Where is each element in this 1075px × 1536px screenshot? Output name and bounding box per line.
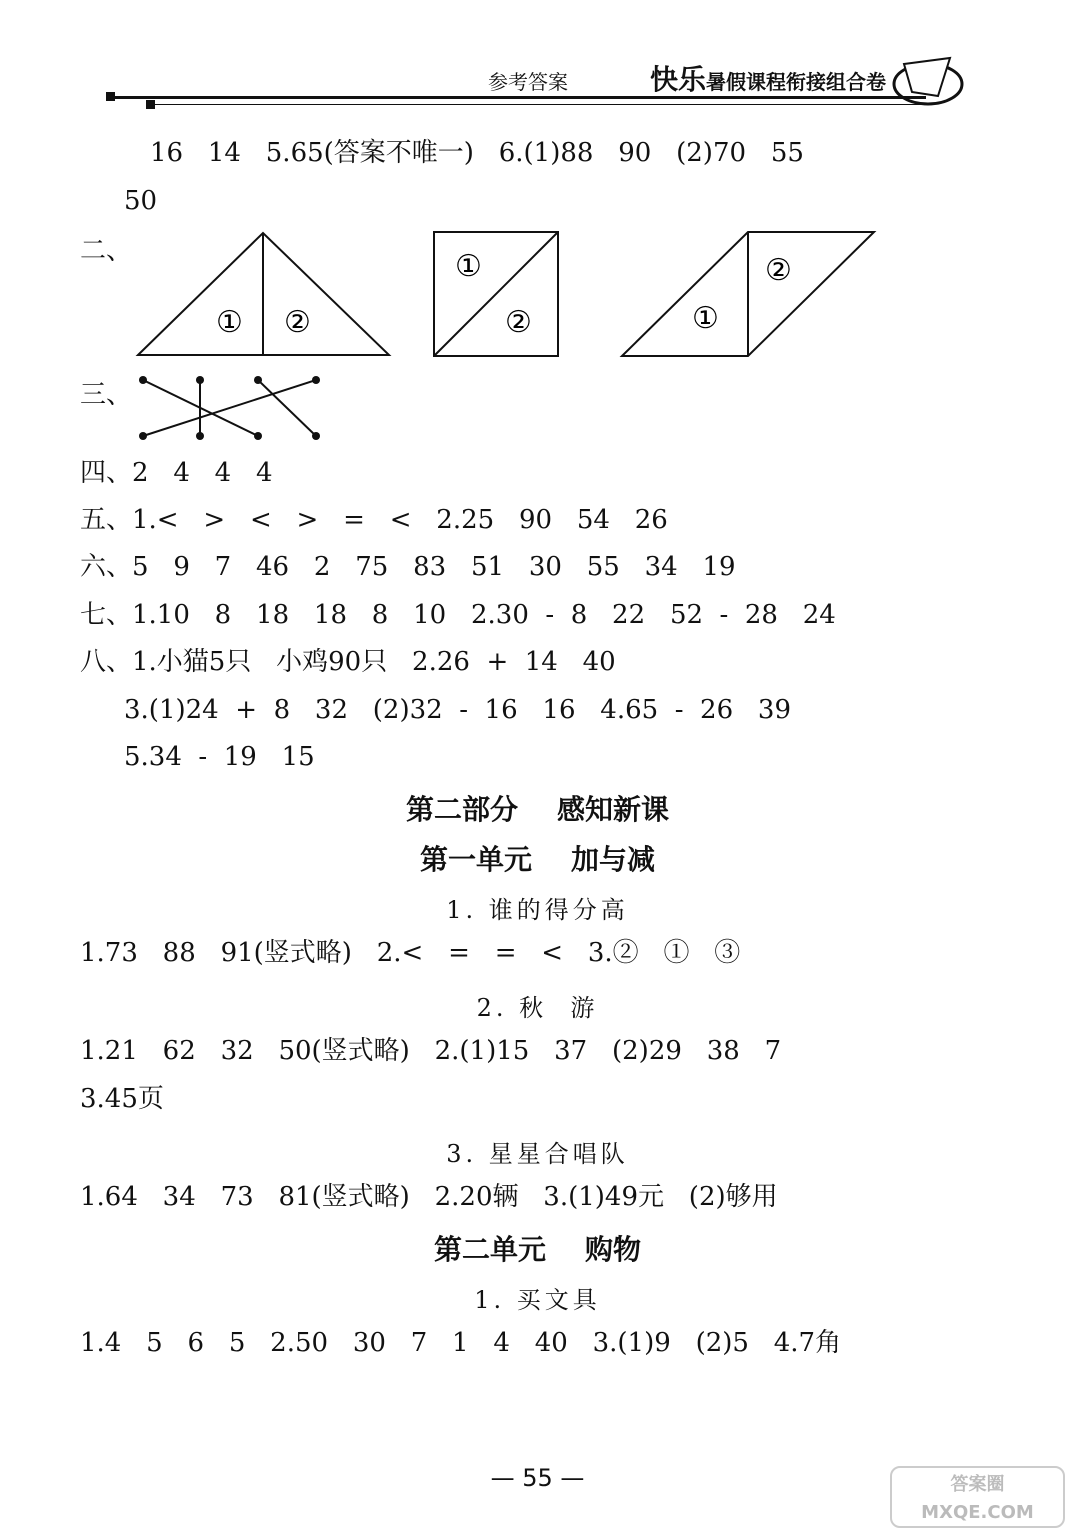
answer-line: 16 14 5.65(答案不唯一) 6.(1)88 90 (2)70 55 bbox=[150, 138, 804, 168]
lesson-title: 3. 星星合唱队 bbox=[446, 1140, 629, 1168]
header-brand: 快乐 bbox=[650, 63, 707, 96]
square-divider bbox=[434, 232, 558, 356]
header-book-title: 暑假课程衔接组合卷 bbox=[706, 70, 886, 94]
answer-line: 1.73 88 91(竖式略) 2.< = = < 3.② ① ③ bbox=[80, 938, 741, 968]
lesson-title: 1. 谁的得分高 bbox=[446, 896, 629, 924]
watermark-logo: 答案圈 MXQE.COM bbox=[890, 1466, 1065, 1528]
figure-label-2: ② bbox=[765, 253, 792, 288]
header-section-label: 参考答案 bbox=[488, 70, 568, 94]
answer-line: 1.4 5 6 5 2.50 30 7 1 4 40 3.(1)9 (2)5 4.7角 bbox=[80, 1328, 842, 1358]
part-title: 第二部分 感知新课 bbox=[406, 793, 669, 826]
answer-line: 六、5 9 7 46 2 75 83 51 30 55 34 19 bbox=[80, 552, 736, 582]
answer-line: 四、2 4 4 4 bbox=[80, 458, 273, 488]
answer-line: 3.(1)24 + 8 32 (2)32 - 16 16 4.65 - 26 39 bbox=[124, 695, 791, 725]
answer-line: 50 bbox=[124, 186, 158, 216]
answer-line: 1.21 62 32 50(竖式略) 2.(1)15 37 (2)29 38 7 bbox=[80, 1036, 782, 1066]
figure-label-2: ② bbox=[505, 305, 532, 340]
figure-label-1: ① bbox=[455, 249, 482, 284]
page-number: — 55 — bbox=[490, 1464, 585, 1492]
answer-line: 1.64 34 73 81(竖式略) 2.20辆 3.(1)49元 (2)够用 bbox=[80, 1182, 778, 1212]
figure-label-1: ① bbox=[216, 305, 243, 340]
answer-line: 5.34 - 19 15 bbox=[124, 742, 315, 772]
unit-title: 第二单元 购物 bbox=[434, 1233, 641, 1266]
section-label: 二、 bbox=[80, 236, 133, 266]
figure-label-1: ① bbox=[692, 301, 719, 336]
answer-line: 七、1.10 8 18 18 8 10 2.30 - 8 22 52 - 28 24 bbox=[80, 600, 836, 630]
figure-label-2: ② bbox=[284, 305, 311, 340]
answer-line: 八、1.小猫5只 小鸡90只 2.26 + 14 40 bbox=[80, 647, 616, 677]
lesson-title: 2. 秋 游 bbox=[476, 994, 599, 1022]
answer-line: 五、1.< > < > = < 2.25 90 54 26 bbox=[80, 505, 668, 535]
matching-lines bbox=[139, 376, 320, 440]
section-label: 三、 bbox=[80, 380, 133, 410]
lesson-title: 1. 买文具 bbox=[474, 1286, 601, 1314]
answer-line: 3.45页 bbox=[80, 1084, 164, 1114]
unit-title: 第一单元 加与减 bbox=[420, 843, 655, 876]
